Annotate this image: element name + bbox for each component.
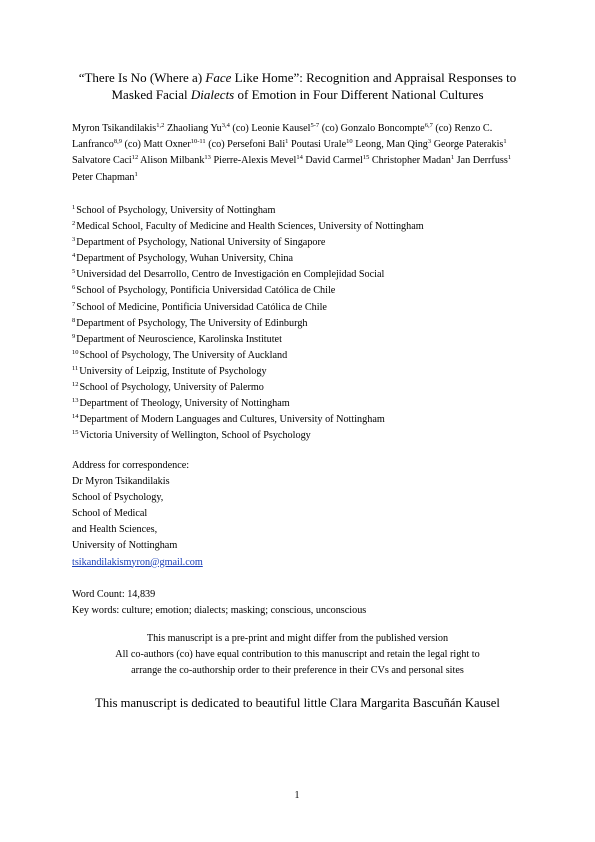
affiliation-text: School of Psychology, The University of Auckland bbox=[79, 349, 288, 361]
author-name: Alison Milbank bbox=[138, 155, 205, 167]
notice-line: arrange the co-authorship order to their preference in their CVs and personal sites bbox=[131, 665, 464, 677]
notice-line: This manuscript is a pre-print and might differ from the published version bbox=[146, 633, 449, 644]
title-part-3: of Emotion in Four Different National Cultures bbox=[234, 87, 484, 102]
affiliation-item bbox=[72, 267, 542, 283]
affiliation-text: School of Psychology, Pontificia Universidad Católica de Chile bbox=[76, 285, 336, 297]
correspondence-line: School of Medical bbox=[72, 508, 148, 520]
author-name: Leong, Man Qing bbox=[352, 139, 428, 151]
affiliation-number: 3 bbox=[72, 236, 76, 244]
affiliation-text: Department of Psychology, The University of Edinburgh bbox=[76, 317, 308, 329]
author-affiliation-marker: 1 bbox=[503, 138, 507, 146]
affiliation-number: 5 bbox=[72, 268, 76, 276]
author-affiliation-marker: 15 bbox=[362, 154, 370, 162]
author-name: (co) Persefoni Bali bbox=[205, 139, 286, 151]
title-face-italic: Face bbox=[205, 70, 232, 85]
affiliation-number: 6 bbox=[72, 284, 76, 292]
author-affiliation-marker: 1,2 bbox=[156, 122, 165, 129]
affiliation-number: 4 bbox=[72, 252, 76, 260]
author-affiliation-marker: 6,7 bbox=[424, 122, 433, 129]
affiliation-number: 14 bbox=[72, 413, 79, 421]
affiliation-item bbox=[72, 251, 542, 267]
affiliation-text: School of Psychology, University of Nottingham bbox=[76, 205, 276, 216]
keywords: Key words: culture; emotion; dialects; masking; conscious, unconscious bbox=[72, 605, 367, 617]
author-affiliation-marker: 8,9 bbox=[113, 138, 122, 146]
title-dialects-italic: Dialects bbox=[190, 87, 235, 102]
author-name: (co) Gonzalo Boncompte bbox=[319, 123, 425, 134]
affiliation-item bbox=[72, 396, 542, 412]
author-affiliation-marker: 10-11 bbox=[190, 138, 206, 146]
affiliation-text: School of Medicine, Pontificia Universidad Católica de Chile bbox=[76, 301, 327, 313]
affiliation-item bbox=[72, 283, 542, 299]
author-affiliation-marker: 1 bbox=[285, 138, 289, 146]
page-number: 1 bbox=[294, 790, 300, 801]
affiliation-text: Department of Modern Languages and Cultures, University of Nottingham bbox=[79, 414, 385, 426]
author-name: Christopher Madan bbox=[369, 155, 451, 167]
author-affiliation-marker: 1 bbox=[450, 154, 455, 162]
author-name: Peter Chapman bbox=[72, 171, 135, 183]
author-name: (co) Renzo C. Lanfranco bbox=[72, 123, 493, 151]
author-name: (co) Matt Oxner bbox=[121, 139, 191, 151]
affiliation-number: 11 bbox=[72, 364, 79, 372]
author-name: Poutasi Urale bbox=[288, 139, 347, 151]
title-part-1: “There Is No (Where a) bbox=[78, 70, 206, 85]
affiliation-text: Universidad del Desarrollo, Centro de Investigación en Complejidad Social bbox=[76, 269, 385, 281]
correspondence-block bbox=[72, 458, 203, 571]
affiliation-item bbox=[72, 316, 542, 332]
correspondence-line: School of Psychology, bbox=[72, 492, 164, 504]
correspondence-line: and Health Sciences, bbox=[72, 524, 158, 536]
correspondence-line: Dr Myron Tsikandilakis bbox=[72, 476, 170, 488]
author-name: George Paterakis bbox=[431, 139, 504, 151]
affiliation-text: Victoria University of Wellington, School of Psychology bbox=[79, 430, 311, 442]
affiliation-item bbox=[72, 380, 542, 396]
affiliation-number: 10 bbox=[72, 348, 79, 356]
author-name: (co) Leonie Kausel bbox=[229, 123, 311, 134]
author-affiliation-marker: 1 bbox=[134, 170, 138, 178]
author-name: Jan Derrfuss bbox=[454, 155, 508, 167]
author-affiliation-marker: 3,4 bbox=[221, 122, 230, 129]
word-count: Word Count: 14,839 bbox=[72, 589, 156, 600]
author-name: Salvatore Caci bbox=[72, 155, 132, 167]
author-affiliation-marker: 10 bbox=[346, 138, 353, 146]
title-part-2: Like Home”: Recognition and Appraisal Responses to Masked Facial bbox=[111, 70, 517, 102]
affiliation-number: 8 bbox=[72, 316, 76, 324]
correspondence-email-link[interactable]: tsikandilakismyron@gmail.com bbox=[72, 556, 203, 568]
affiliation-item bbox=[72, 219, 542, 235]
affiliation-number: 12 bbox=[72, 381, 79, 389]
dedication: This manuscript is dedicated to beautiful little Clara Margarita Bascuñán Kausel bbox=[95, 696, 500, 710]
author-list bbox=[72, 121, 527, 186]
author-affiliation-marker: 3 bbox=[427, 138, 432, 146]
correspondence-line: University of Nottingham bbox=[72, 540, 178, 552]
affiliation-text: Medical School, Faculty of Medicine and Health Sciences, University of Nottingham bbox=[76, 221, 424, 233]
author-name: Pierre-Alexis Mevel bbox=[210, 155, 297, 167]
author-name: Zhaoliang Yu bbox=[164, 123, 222, 134]
affiliation-item bbox=[72, 428, 542, 444]
affiliation-item bbox=[72, 348, 542, 364]
preprint-notice bbox=[62, 631, 533, 680]
affiliation-text: Department of Theology, University of Nottingham bbox=[79, 398, 290, 410]
affiliation-number: 13 bbox=[72, 397, 79, 405]
affiliation-number: 15 bbox=[72, 429, 79, 437]
affiliation-number: 7 bbox=[72, 300, 76, 308]
affiliation-text: University of Leipzig, Institute of Psychology bbox=[79, 365, 267, 377]
author-affiliation-marker: 1 bbox=[507, 154, 512, 162]
author-name: David Carmel bbox=[302, 155, 363, 167]
author-affiliation-marker: 12 bbox=[131, 154, 139, 162]
affiliation-text: Department of Psychology, National University of Singapore bbox=[76, 237, 326, 249]
affiliation-number: 2 bbox=[72, 220, 76, 228]
affiliation-item bbox=[72, 364, 542, 380]
affiliation-item bbox=[72, 235, 542, 251]
correspondence-heading: Address for correspondence: bbox=[72, 460, 190, 471]
paper-title bbox=[62, 69, 533, 103]
manuscript-meta bbox=[72, 587, 366, 619]
affiliation-item bbox=[72, 332, 542, 348]
affiliation-number: 1 bbox=[72, 204, 76, 211]
affiliation-text: Department of Psychology, Wuhan University, China bbox=[76, 253, 294, 265]
affiliation-item bbox=[72, 412, 542, 428]
affiliation-item bbox=[72, 300, 542, 316]
author-affiliation-marker: 13 bbox=[204, 154, 211, 162]
affiliation-number: 9 bbox=[72, 332, 76, 340]
affiliation-item bbox=[72, 203, 542, 219]
author-affiliation-marker: 5-7 bbox=[310, 122, 320, 129]
affiliation-text: Department of Neuroscience, Karolinska Institutet bbox=[76, 333, 282, 345]
notice-line: All co-authors (co) have equal contribution to this manuscript and retain the legal right to bbox=[115, 649, 480, 661]
affiliation-list bbox=[72, 203, 542, 444]
author-affiliation-marker: 14 bbox=[296, 154, 303, 162]
author-name: Myron Tsikandilakis bbox=[72, 123, 157, 134]
affiliation-text: School of Psychology, University of Palermo bbox=[79, 382, 264, 394]
